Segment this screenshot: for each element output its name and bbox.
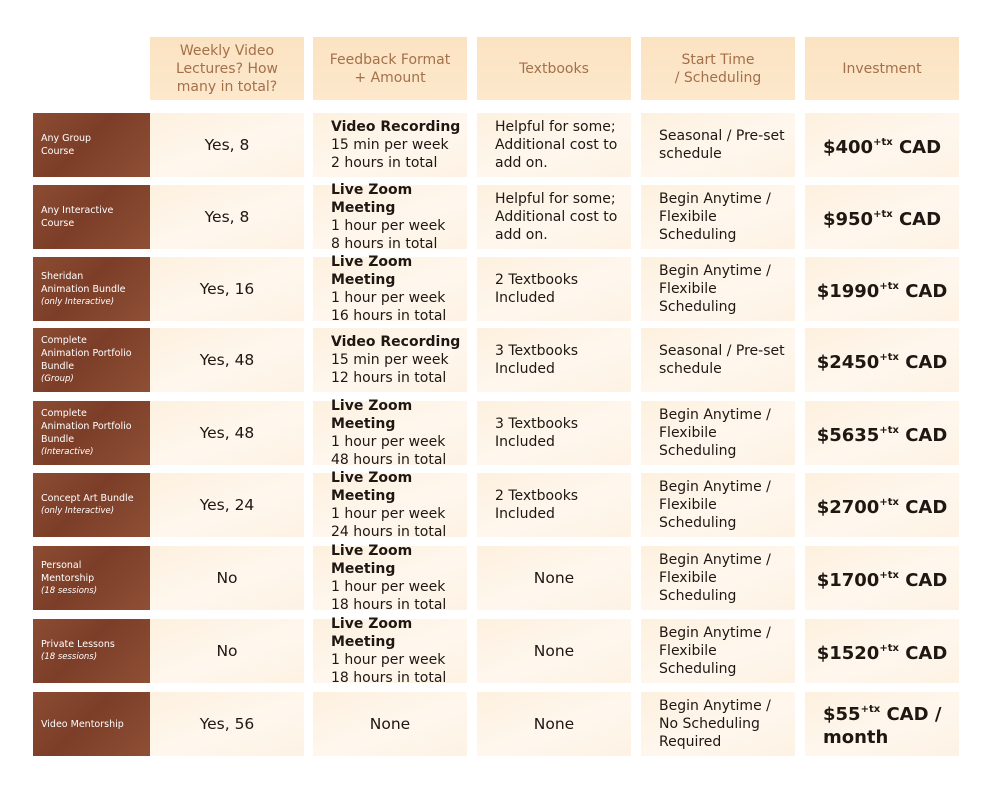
- feedback-amount: 1 hour per week 8 hours in total: [331, 218, 446, 252]
- cell-lectures: [150, 692, 304, 756]
- row-label: [33, 113, 150, 177]
- cell-start-time: [641, 185, 795, 249]
- feedback-text: [331, 181, 467, 253]
- textbooks-value: 2 Textbooks Included: [495, 272, 579, 306]
- cell-investment: [805, 473, 959, 537]
- cell-start-time: [641, 113, 795, 177]
- row-label-name: Complete Animation Portfolio Bundle: [41, 335, 132, 372]
- investment-value: [823, 699, 941, 749]
- feedback-text: [331, 253, 467, 325]
- cell-investment: [805, 546, 959, 610]
- price-currency: CAD: [898, 208, 942, 230]
- cell-textbooks: [477, 328, 631, 392]
- feedback-format: Video Recording: [331, 334, 461, 350]
- feedback-text: [331, 542, 467, 614]
- feedback-amount: 1 hour per week 18 hours in total: [331, 652, 447, 686]
- textbooks-value: 3 Textbooks Included: [495, 343, 579, 377]
- cell-feedback: [313, 616, 467, 686]
- row-label-note: (Interactive): [41, 447, 94, 457]
- price-amount: $1990: [816, 280, 880, 302]
- row-label-name: Any Group Course: [41, 133, 92, 157]
- header-start-time: Start Time / Scheduling: [641, 37, 795, 100]
- price-currency: CAD: [905, 424, 948, 446]
- lectures-value: Yes, 8: [204, 136, 250, 154]
- feedback-amount: None: [369, 715, 411, 733]
- tax-superscript: +tx: [873, 208, 893, 220]
- price-amount: $400: [822, 136, 874, 158]
- lectures-value: No: [216, 642, 238, 660]
- cell-lectures: [150, 185, 304, 249]
- row-label: [33, 257, 150, 321]
- feedback-amount: 1 hour per week 48 hours in total: [331, 434, 447, 468]
- row-label-note: (18 sessions): [41, 585, 98, 596]
- investment-value: [817, 420, 948, 447]
- header-lectures: Weekly Video Lectures? How many in total?: [150, 37, 304, 100]
- tax-superscript: +tx: [879, 496, 899, 508]
- cell-start-time: [641, 473, 795, 537]
- price-currency: CAD: [905, 496, 948, 518]
- feedback-text: [331, 333, 460, 387]
- header-investment: Investment: [805, 37, 959, 100]
- start-time-value: Seasonal / Pre-set schedule: [659, 343, 785, 377]
- row-label-name: Personal Mentorship: [41, 559, 95, 584]
- cell-start-time: [641, 619, 795, 683]
- start-time-value: Begin Anytime / Flexibile Scheduling: [659, 625, 771, 677]
- price-amount: $2700: [816, 496, 880, 518]
- start-time-value: Begin Anytime / Flexibile Scheduling: [659, 191, 771, 243]
- lectures-value: Yes, 8: [204, 208, 250, 226]
- start-time-value: Begin Anytime / Flexibile Scheduling: [659, 479, 771, 531]
- cell-textbooks: [477, 692, 631, 756]
- investment-value: [823, 132, 941, 159]
- price-currency: CAD: [905, 569, 948, 591]
- cell-start-time: [641, 546, 795, 610]
- cell-feedback: [313, 398, 467, 468]
- cell-feedback: [313, 692, 467, 756]
- row-label: [33, 692, 150, 756]
- feedback-text: [331, 615, 467, 687]
- cell-textbooks: [477, 185, 631, 249]
- start-time-value: Begin Anytime / Flexibile Scheduling: [659, 407, 771, 459]
- feedback-text: [331, 397, 467, 469]
- price-currency: CAD / month: [823, 704, 942, 748]
- feedback-text: [331, 118, 460, 172]
- cell-feedback: [313, 254, 467, 324]
- cell-feedback: [313, 470, 467, 540]
- feedback-text: [331, 469, 467, 541]
- row-label-note: (only Interactive): [41, 506, 115, 516]
- row-label-name: Concept Art Bundle: [41, 493, 134, 504]
- cell-investment: [805, 692, 959, 756]
- cell-textbooks: [477, 113, 631, 177]
- cell-textbooks: [477, 473, 631, 537]
- cell-feedback: [313, 328, 467, 392]
- cell-investment: [805, 401, 959, 465]
- cell-textbooks: [477, 257, 631, 321]
- row-label-name: Private Lessons: [41, 639, 115, 650]
- price-amount: $1520: [816, 642, 880, 664]
- cell-lectures: [150, 619, 304, 683]
- tax-superscript: +tx: [879, 351, 899, 363]
- textbooks-value: Helpful for some; Additional cost to add on.: [495, 191, 618, 243]
- cell-lectures: [150, 473, 304, 537]
- textbooks-value: 3 Textbooks Included: [495, 416, 579, 450]
- tax-superscript: +tx: [879, 569, 899, 581]
- header-textbooks: Textbooks: [477, 37, 631, 100]
- start-time-value: Begin Anytime / No Scheduling Required: [659, 698, 771, 750]
- lectures-value: No: [216, 569, 238, 587]
- row-label-name: Any Interactive Course: [41, 205, 114, 229]
- row-label-name: Complete Animation Portfolio Bundle: [41, 408, 132, 445]
- lectures-value: Yes, 24: [199, 496, 255, 514]
- feedback-amount: 1 hour per week 16 hours in total: [331, 290, 447, 324]
- row-label-note: (only Interactive): [41, 296, 115, 307]
- price-amount: $950: [822, 208, 874, 230]
- cell-investment: [805, 113, 959, 177]
- textbooks-value: Helpful for some; Additional cost to add on.: [495, 119, 618, 171]
- textbooks-value: None: [533, 642, 575, 660]
- start-time-value: Begin Anytime / Flexibile Scheduling: [659, 263, 771, 315]
- investment-value: [817, 347, 948, 374]
- feedback-format: Live Zoom Meeting: [331, 254, 413, 288]
- lectures-value: Yes, 56: [199, 715, 255, 733]
- cell-lectures: [150, 257, 304, 321]
- cell-start-time: [641, 257, 795, 321]
- cell-textbooks: [477, 546, 631, 610]
- row-label-note: (18 sessions): [41, 652, 98, 662]
- lectures-value: Yes, 48: [199, 424, 255, 442]
- row-label-note: (Group): [41, 374, 74, 384]
- tax-superscript: +tx: [860, 704, 881, 715]
- price-currency: CAD: [905, 642, 948, 664]
- row-label: [33, 473, 150, 537]
- cell-lectures: [150, 546, 304, 610]
- price-amount: $5635: [816, 424, 880, 446]
- cell-investment: [805, 257, 959, 321]
- header-feedback: Feedback Format + Amount: [313, 37, 467, 100]
- lectures-value: Yes, 48: [199, 351, 255, 369]
- cell-investment: [805, 328, 959, 392]
- investment-value: [817, 565, 948, 592]
- textbooks-value: None: [533, 715, 575, 733]
- investment-value: [817, 638, 948, 665]
- cell-lectures: [150, 328, 304, 392]
- feedback-amount: 15 min per week 12 hours in total: [331, 352, 449, 386]
- cell-lectures: [150, 113, 304, 177]
- feedback-format: Live Zoom Meeting: [331, 398, 413, 432]
- cell-feedback: [313, 182, 467, 252]
- row-label: [33, 328, 150, 392]
- price-currency: CAD: [905, 280, 948, 302]
- feedback-format: Live Zoom Meeting: [331, 470, 413, 504]
- row-label-name: Sheridan Animation Bundle: [41, 270, 126, 295]
- cell-investment: [805, 619, 959, 683]
- feedback-format: Video Recording: [331, 119, 461, 135]
- cell-textbooks: [477, 401, 631, 465]
- price-currency: CAD: [898, 136, 942, 158]
- row-label: [33, 546, 150, 610]
- cell-lectures: [150, 401, 304, 465]
- cell-feedback: [313, 543, 467, 613]
- price-amount: $55: [823, 704, 861, 725]
- feedback-amount: 1 hour per week 18 hours in total: [331, 579, 447, 613]
- row-label: [33, 401, 150, 465]
- investment-value: [817, 276, 948, 303]
- feedback-text: [370, 715, 410, 733]
- feedback-format: Live Zoom Meeting: [331, 543, 413, 577]
- start-time-value: Begin Anytime / Flexibile Scheduling: [659, 552, 771, 604]
- feedback-amount: 1 hour per week 24 hours in total: [331, 506, 447, 540]
- start-time-value: Seasonal / Pre-set schedule: [659, 128, 785, 162]
- textbooks-value: None: [533, 569, 575, 587]
- cell-investment: [805, 185, 959, 249]
- lectures-value: Yes, 16: [199, 280, 255, 298]
- tax-superscript: +tx: [879, 642, 899, 654]
- tax-superscript: +tx: [879, 280, 899, 292]
- feedback-amount: 15 min per week 2 hours in total: [331, 137, 449, 171]
- cell-start-time: [641, 401, 795, 465]
- feedback-format: Live Zoom Meeting: [331, 182, 413, 216]
- cell-start-time: [641, 328, 795, 392]
- cell-textbooks: [477, 619, 631, 683]
- textbooks-value: 2 Textbooks Included: [495, 488, 579, 522]
- investment-value: [817, 492, 948, 519]
- price-amount: $1700: [816, 569, 880, 591]
- cell-feedback: [313, 113, 467, 177]
- row-label: [33, 185, 150, 249]
- tax-superscript: +tx: [879, 424, 899, 436]
- price-amount: $2450: [816, 351, 880, 373]
- feedback-format: Live Zoom Meeting: [331, 616, 413, 650]
- price-currency: CAD: [905, 351, 948, 373]
- tax-superscript: +tx: [873, 136, 893, 148]
- row-label: [33, 619, 150, 683]
- row-label-name: Video Mentorship: [41, 718, 124, 730]
- investment-value: [823, 204, 941, 231]
- cell-start-time: [641, 692, 795, 756]
